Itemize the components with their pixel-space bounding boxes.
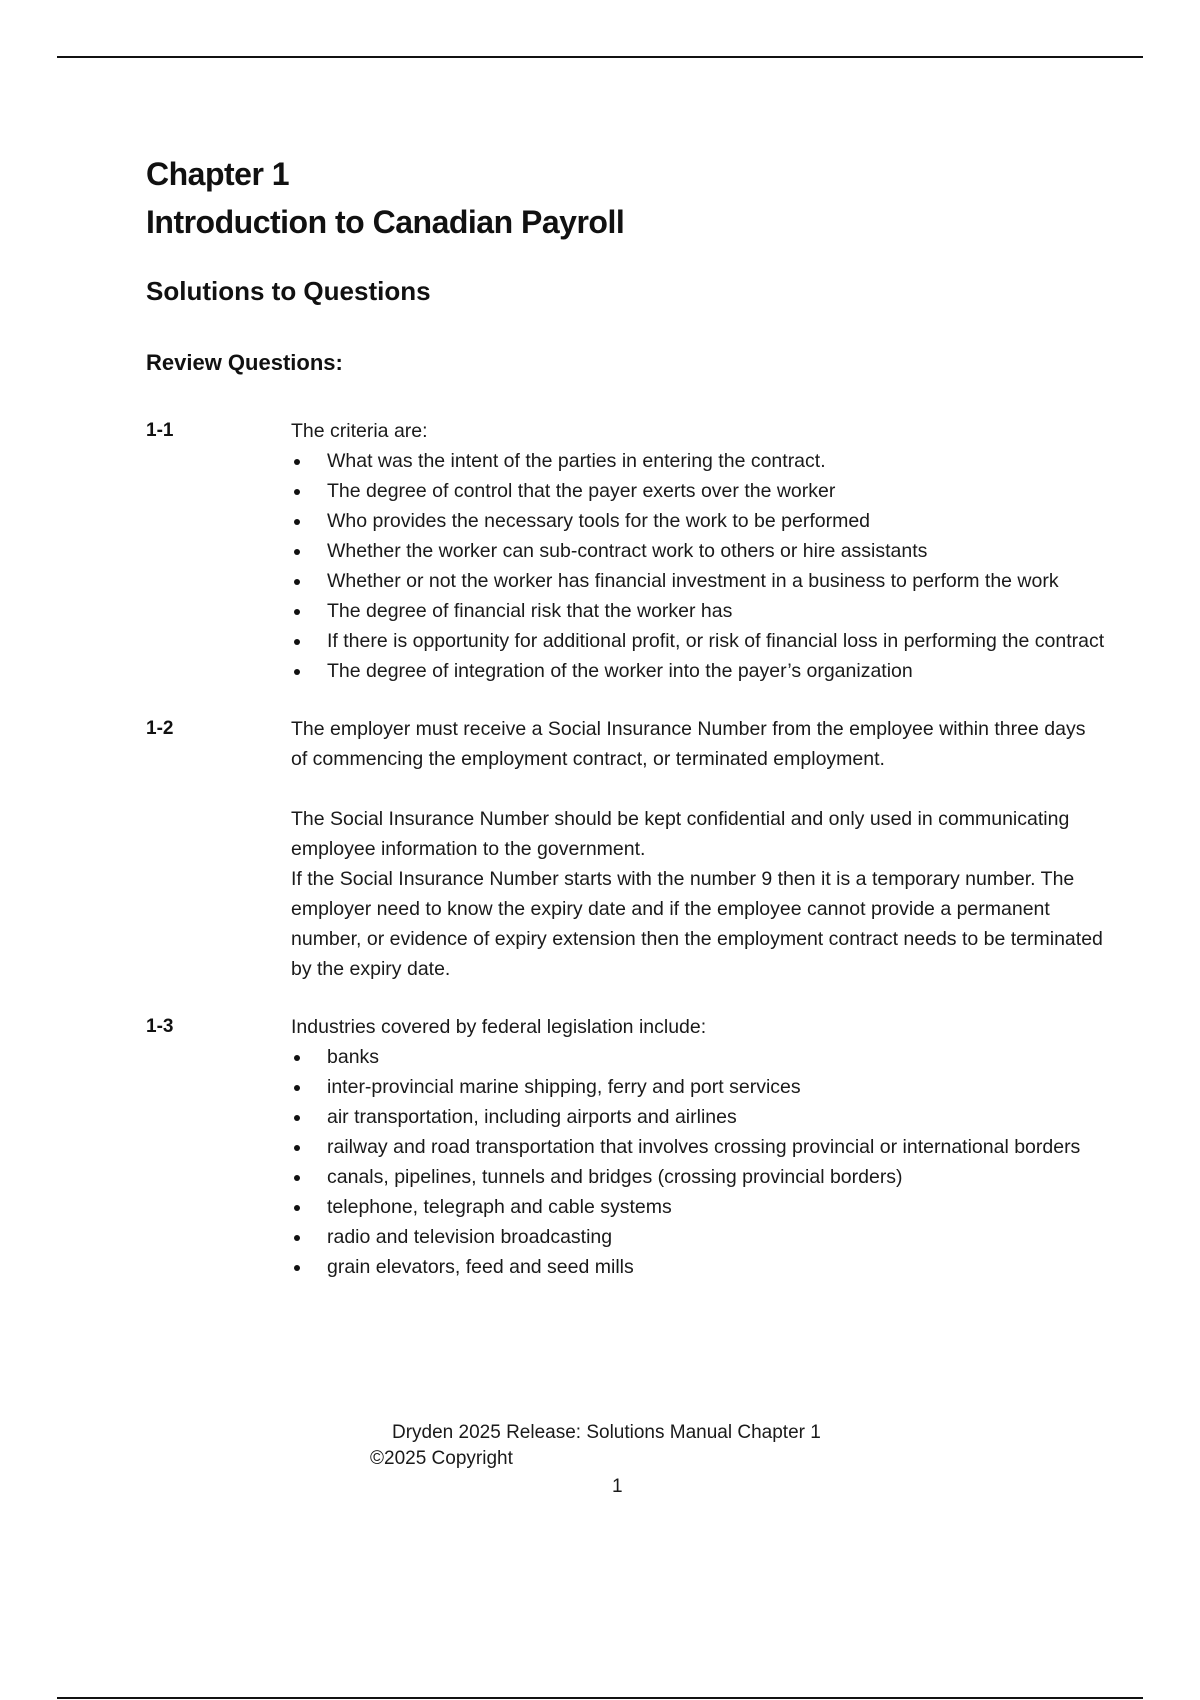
question-number: 1-3	[146, 1016, 174, 1037]
page-number: 1	[612, 1476, 623, 1497]
list-item: railway and road transportation that involves crossing provincial or international borders	[291, 1132, 1106, 1162]
list-item: Who provides the necessary tools for the work to be performed	[291, 506, 1106, 536]
paragraph-spacer	[291, 774, 1106, 804]
answer-paragraph: If the Social Insurance Number starts with the number 9 then it is a temporary number. The employer need to know the expiry date and if the employee cannot provide a permanent number, or evidence of expiry extension then the employment contract needs to be terminated by the expiry date.	[291, 868, 1103, 980]
question-1-1	[146, 416, 1106, 686]
top-rule	[57, 56, 1143, 58]
criteria-list	[291, 446, 1106, 686]
question-answer	[291, 714, 1106, 984]
list-item: grain elevators, feed and seed mills	[291, 1252, 1106, 1282]
question-answer	[291, 416, 1106, 686]
footer-copyright: ©2025 Copyright	[370, 1448, 513, 1469]
list-item: Whether the worker can sub-contract work to others or hire assistants	[291, 536, 1106, 566]
chapter-heading	[146, 150, 1106, 246]
list-item: The degree of control that the payer exerts over the worker	[291, 476, 1106, 506]
list-item: air transportation, including airports and airlines	[291, 1102, 1106, 1132]
list-item: telephone, telegraph and cable systems	[291, 1192, 1106, 1222]
list-item: radio and television broadcasting	[291, 1222, 1106, 1252]
answer-paragraph: The Social Insurance Number should be kept confidential and only used in communicating employee information to the government.	[291, 808, 1070, 860]
industries-list	[291, 1042, 1106, 1282]
answer-paragraph: The employer must receive a Social Insurance Number from the employee within three days of commencing the employment contract, or terminated employment.	[291, 718, 1086, 770]
question-1-2	[146, 714, 1106, 984]
list-item: Whether or not the worker has financial investment in a business to perform the work	[291, 566, 1106, 596]
page-content	[146, 150, 1106, 1282]
list-item: The degree of integration of the worker into the payer’s organization	[291, 656, 1106, 686]
footer-release-line: Dryden 2025 Release: Solutions Manual Chapter 1	[392, 1422, 821, 1443]
chapter-title: Introduction to Canadian Payroll	[146, 204, 625, 240]
section-title: Solutions to Questions	[146, 276, 431, 306]
list-item: banks	[291, 1042, 1106, 1072]
list-item: The degree of financial risk that the worker has	[291, 596, 1106, 626]
answer-intro: The criteria are:	[291, 420, 428, 442]
question-number: 1-1	[146, 420, 174, 441]
question-answer	[291, 1012, 1106, 1282]
list-item: What was the intent of the parties in entering the contract.	[291, 446, 1106, 476]
answer-intro: Industries covered by federal legislation include:	[291, 1016, 707, 1038]
list-item: inter-provincial marine shipping, ferry and port services	[291, 1072, 1106, 1102]
question-1-3	[146, 1012, 1106, 1282]
bottom-rule	[57, 1697, 1143, 1699]
list-item: canals, pipelines, tunnels and bridges (crossing provincial borders)	[291, 1162, 1106, 1192]
chapter-label: Chapter 1	[146, 156, 290, 192]
list-item: If there is opportunity for additional profit, or risk of financial loss in performing the contract	[291, 626, 1106, 656]
subsection-title: Review Questions:	[146, 350, 343, 375]
question-number: 1-2	[146, 718, 174, 739]
